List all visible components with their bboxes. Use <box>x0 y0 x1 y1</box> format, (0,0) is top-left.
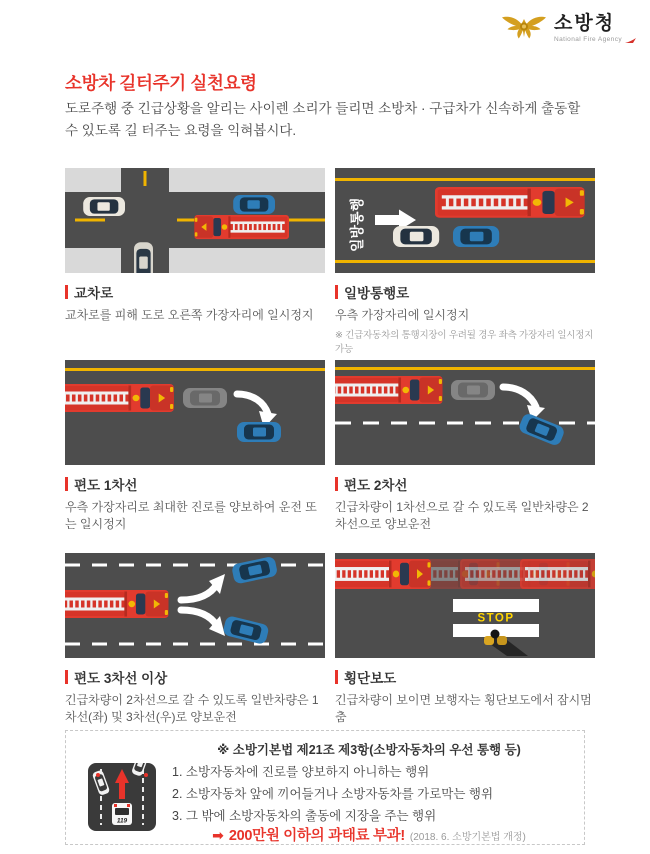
penalty-arrow-icon: ➡ <box>212 827 224 843</box>
blue-car-icon <box>237 422 281 442</box>
ghost-car-icon <box>451 380 495 400</box>
legal-items <box>172 761 493 827</box>
two-lane-illustration <box>335 360 595 465</box>
title-bar <box>335 285 338 299</box>
title-bar <box>335 670 338 684</box>
legal-item: 3. 그 밖에 소방자동차의 출동에 지장을 주는 행위 <box>172 809 437 823</box>
panel-desc-intersection: 교차로를 피해 도로 오른쪽 가장자리에 일시정지 <box>65 308 314 322</box>
fire-truck-front-icon <box>112 803 132 825</box>
blue-car-icon <box>453 226 499 247</box>
agency-subtitle: National Fire Agency <box>554 37 636 44</box>
blue-car-icon <box>233 195 275 214</box>
panel-note-one-way: ※ 긴급자동차의 통행지장이 우려될 경우 좌측 가장자리 일시정지 가능 <box>335 330 594 355</box>
panel-two-lane <box>335 360 595 533</box>
panel-desc-crosswalk: 긴급차량이 보이면 보행자는 횡단보도에서 잠시멈춤 <box>335 693 592 724</box>
intersection-illustration <box>65 168 325 273</box>
truck-119-label: 119 <box>116 817 128 825</box>
fire-truck-ghost-icon <box>520 559 595 589</box>
legal-box <box>65 730 585 845</box>
fire-truck-icon <box>335 376 443 404</box>
white-car-icon <box>83 197 125 216</box>
panel-title-two-lane: 편도 2차선 <box>335 474 595 494</box>
legal-heading: ※ 소방기본법 제21조 제3항(소방자동차의 우선 통행 등) <box>217 743 521 757</box>
panel-desc-three-lane: 긴급차량이 2차선으로 갈 수 있도록 일반차량은 1차선(좌) 및 3차선(우)로 양보운전 <box>65 693 319 724</box>
title-bar <box>65 285 68 299</box>
panel-title-one-lane: 편도 1차선 <box>65 474 325 494</box>
panel-title-three-lane: 편도 3차선 이상 <box>65 667 325 687</box>
panel-three-lane <box>65 553 325 726</box>
title-bar <box>65 670 68 684</box>
crosswalk-illustration <box>335 553 595 658</box>
stop-text: STOP <box>477 612 515 625</box>
white-car-icon <box>393 226 439 247</box>
panel-intersection <box>65 168 325 324</box>
agency-name: 소방청 <box>554 13 616 35</box>
road-marking-text: 일방통행 <box>349 197 365 252</box>
fire-truck-icon <box>65 384 174 412</box>
penalty-note: (2018. 6. 소방기본법 개정) <box>409 832 526 843</box>
legal-item: 2. 소방자동차 앞에 끼어들거나 소방자동차를 가로막는 행위 <box>172 787 494 801</box>
penalty-text: 200만원 이하의 과태료 부과! <box>228 828 405 844</box>
title-bar <box>335 477 338 491</box>
penalty-line <box>162 824 576 845</box>
panel-one-way <box>335 168 595 355</box>
gray-car-icon <box>134 242 153 273</box>
legal-item: 1. 소방자동차에 진로를 양보하지 아니하는 행위 <box>172 765 430 779</box>
panel-title-one-way: 일방통행로 <box>335 282 595 302</box>
fire-truck-icon <box>435 187 585 218</box>
panel-title-crosswalk: 횡단보도 <box>335 667 595 687</box>
panel-one-lane <box>65 360 325 533</box>
title-bar <box>65 477 68 491</box>
logo-swoosh-icon <box>625 38 636 44</box>
agency-name-block <box>554 14 636 44</box>
one-way-illustration <box>335 168 595 273</box>
panel-title-intersection: 교차로 <box>65 282 325 302</box>
fire-truck-icon <box>65 590 169 618</box>
ghost-car-icon <box>183 388 227 408</box>
fire-agency-emblem-icon <box>501 10 547 48</box>
three-lane-illustration <box>65 553 325 658</box>
yield-diagram-icon <box>88 763 156 831</box>
agency-logo <box>501 10 636 48</box>
fire-truck-icon <box>335 559 431 589</box>
intro-text: 도로주행 중 긴급상황을 알리는 사이렌 소리가 들리면 소방차 · 구급차가 신속하게 출동할 수 있도록 길 터주는 요령을 익혀봅시다. <box>65 101 581 138</box>
panel-desc-one-way: 우측 가장자리에 일시정지 <box>335 308 470 322</box>
panel-crosswalk <box>335 553 595 726</box>
panel-desc-one-lane: 우측 가장자리로 최대한 진로를 양보하여 운전 또는 일시정지 <box>65 500 317 531</box>
one-lane-illustration <box>65 360 325 465</box>
page-title: 소방차 길터주기 실천요령 <box>65 73 257 93</box>
fire-truck-icon <box>194 215 289 239</box>
panel-desc-two-lane: 긴급차량이 1차선으로 갈 수 있도록 일반차량은 2차선으로 양보운전 <box>335 500 589 531</box>
